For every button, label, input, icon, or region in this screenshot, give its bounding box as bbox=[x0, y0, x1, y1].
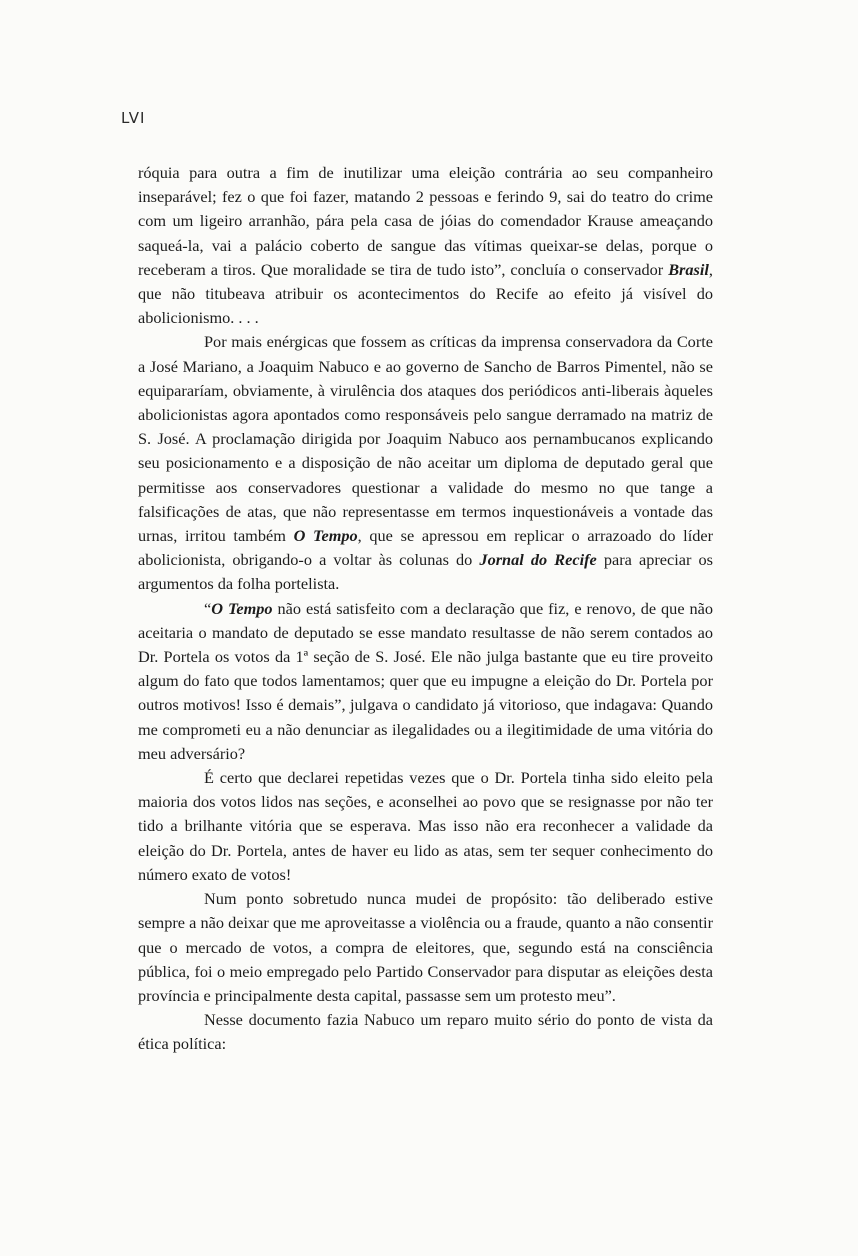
paragraph bbox=[138, 887, 713, 1008]
page-number: LVI bbox=[121, 109, 146, 127]
text-run: Num ponto sobretudo nunca mudei de propósito: tão deliberado estive sempre a não deixar que me aproveitasse a violência ou a fraude, quanto a não consentir que o mercado de votos, a compra de eleitores, que, segundo está na consciência pública, foi o meio empregado pelo Partido Conservador para disputar as eleições desta província e principalmente desta capital, passasse sem um protesto meu”. bbox=[138, 889, 713, 1005]
italic-title: Brasil bbox=[668, 259, 709, 279]
text-run: para apreciar os argumentos da folha portelista. bbox=[138, 550, 713, 594]
paragraph bbox=[138, 330, 713, 596]
body-text bbox=[138, 161, 713, 1057]
paragraph bbox=[138, 766, 713, 887]
text-run: não está satisfeito com a declaração que fiz, e renovo, de que não aceitaria o mandato de deputado se esse mandato resultasse de não serem contados ao Dr. Portela os votos da 1ª seção de S. José. Ele não julga bastante que eu tire proveito algum do fato que todos lamentamos; quer que eu impugne a eleição do Dr. Portela por outros motivos! Isso é demais”, julgava o candidato já vitorioso, que indagava: Quando me comprometi eu a não denunciar as ilegalidades ou a ilegitimidade de uma vitória do meu adversário? bbox=[138, 598, 714, 763]
italic-title: Jornal do Recife bbox=[479, 550, 597, 570]
text-run: É certo que declarei repetidas vezes que o Dr. Portela tinha sido eleito pela maioria dos votos lidos nas seções, e aconselhei ao povo que se resignasse por não ter tido a brilhante vitória que se esperava. Mas isso não era reconhecer a validade da eleição do Dr. Portela, antes de haver eu lido as atas, sem ter sequer conhecimento do número exato de votos! bbox=[138, 768, 713, 884]
paragraph bbox=[138, 161, 713, 330]
text-run: , que se apressou em replicar o arrazoado do líder abolicionista, obrigando-o a voltar às colunas do bbox=[138, 526, 714, 570]
paragraph bbox=[138, 597, 713, 766]
paragraph bbox=[138, 1008, 713, 1056]
text-run: , que não titubeava atribuir os acontecimentos do Recife ao efeito já visível do abolicionismo. . . . bbox=[138, 259, 713, 328]
italic-title: O Tempo bbox=[293, 526, 358, 546]
text-run: róquia para outra a fim de inutilizar uma eleição contrária ao seu companheiro inseparável; fez o que foi fazer, matando 2 pessoas e ferindo 9, sai do teatro do crime com um ligeiro arranhão, pára pela casa de jóias do comendador Krause ameaçando saqueá-la, vai a palácio coberto de sangue das vítimas queixar-se delas, porque o receberam a tiros. Que moralidade se tira de tudo isto”, concluía o conservador bbox=[138, 163, 713, 279]
text-run: “ bbox=[204, 598, 212, 618]
text-run: Nesse documento fazia Nabuco um reparo muito sério do ponto de vista da ética política: bbox=[138, 1010, 713, 1054]
text-run: Por mais enérgicas que fossem as críticas da imprensa conservadora da Corte a José Mariano, a Joaquim Nabuco e ao governo de Sancho de Barros Pimentel, não se equipararíam, obviamente, à virulência dos ataques dos periódicos anti-liberais àqueles abolicionistas agora apontados como responsáveis pelo sangue derramado na matriz de S. José. A proclamação dirigida por Joaquim Nabuco aos pernambucanos explicando seu posicionamento e a disposição de não aceitar um diploma de deputado geral que permitisse aos conservadores questionar a validade do mesmo no que tange a falsificações de atas, que não representasse em termos inquestionáveis a vontade das urnas, irritou também bbox=[138, 332, 713, 546]
italic-title: O Tempo bbox=[211, 598, 273, 618]
